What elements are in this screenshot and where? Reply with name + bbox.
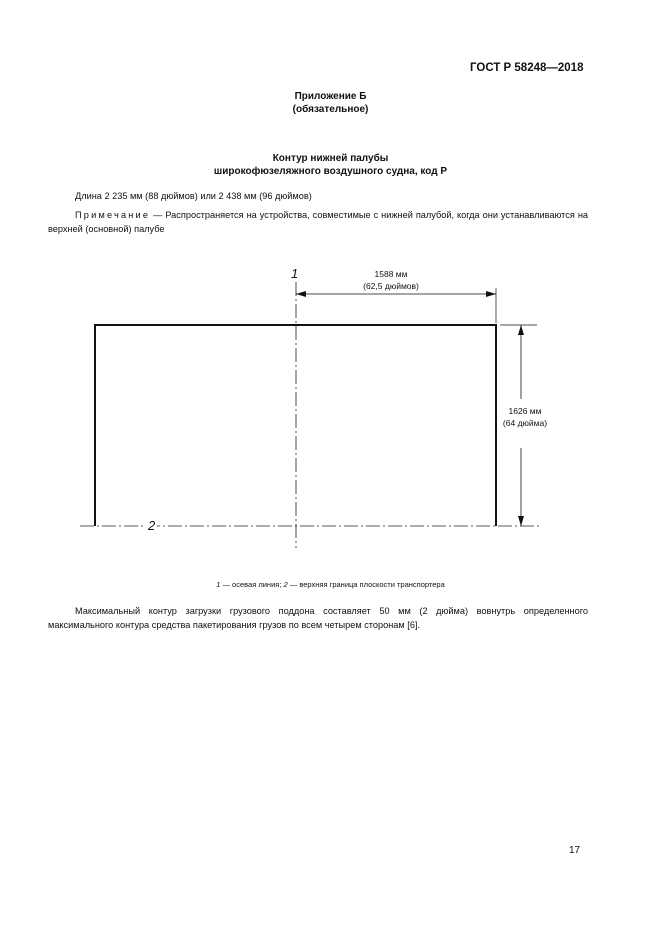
document-code: ГОСТ Р 58248—2018 [470,62,584,74]
annex-title: Приложение Б [294,91,367,102]
height-dimension-mm: 1626 мм [508,406,542,416]
section-title-line1: Контур нижней палубы [272,153,389,164]
marker-2: 2 [148,518,156,533]
length-paragraph: Длина 2 235 мм (88 дюймов) или 2 438 мм (96 дюймов) [75,191,312,201]
legend-2-text: — верхняя граница плоскости транспортера [287,580,445,589]
section-title-line2: широкофюзеляжного воздушного судна, код Р [213,166,448,177]
figure-legend [0,580,661,589]
width-dimension-mm: 1588 мм [374,269,408,279]
marker-1: 1 [291,266,299,281]
note-label: Примечание [75,210,151,220]
height-dimension-in: (64 дюйма) [502,418,548,428]
body-paragraph: Максимальный контур загрузки грузового поддона составляет 50 мм (2 дюйма) вовнутрь определенного максимального контура средства пакетирования грузов по всем четырем сторонам [6]. [48,606,588,630]
width-dimension-label [336,268,446,292]
annex-subtitle: (обязательное) [292,104,369,115]
legend-1-text: — осевая линия; [220,580,284,589]
legend-2-num: 2 [283,580,288,589]
page-number: 17 [569,845,581,856]
legend-1-num: 1 [216,580,221,589]
height-dimension-label [492,405,558,429]
deck-contour-outline [95,325,496,526]
width-dimension-in: (62,5 дюймов) [363,281,419,291]
note-text: — Распространяется на устройства, совместимые с нижней палубой, когда они устанавливаются на верхней (основной) палубе [48,210,588,234]
